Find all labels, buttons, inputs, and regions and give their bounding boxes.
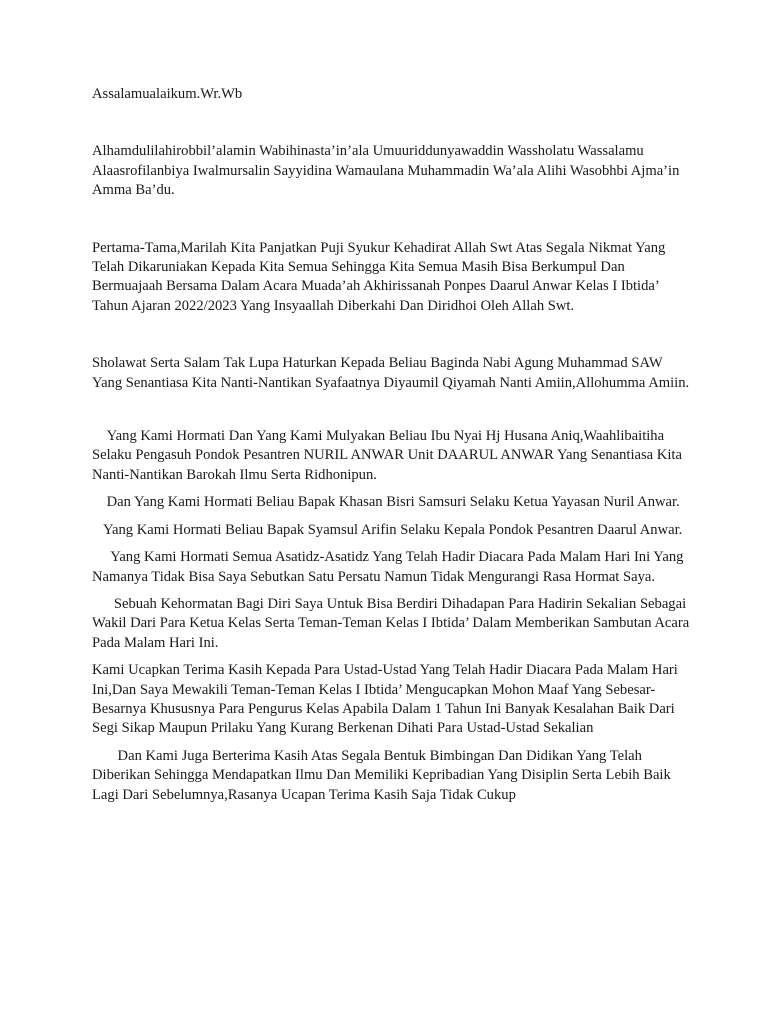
respect-ketua-yayasan-paragraph: Dan Yang Kami Hormati Beliau Bapak Khasan Bisri Samsuri Selaku Ketua Yayasan Nuril Anwar. [92, 494, 680, 511]
sholawat-paragraph: Sholawat Serta Salam Tak Lupa Haturkan Kepada Beliau Baginda Nabi Agung Muhammad SAW Yang Senantiasa Kita Nanti-Nantikan Syafaatnya Diyaumil Qiyamah Nanti Amiin,Allohumma Amiin. [92, 355, 690, 391]
respect-kepala-pondok-paragraph: Yang Kami Hormati Beliau Bapak Syamsul Arifin Selaku Kepala Pondok Pesantren Daarul Anwar. [92, 521, 683, 538]
honor-paragraph: Sebuah Kehormatan Bagi Diri Saya Untuk Bisa Berdiri Dihadapan Para Hadirin Sekalian Sebagai Wakil Dari Para Ketua Kelas Serta Teman-Teman Kelas I Ibtida’ Dalam Memberikan Sambutan Acara Pada Malam Hari Ini. [92, 595, 693, 651]
respect-nyai-paragraph: Yang Kami Hormati Dan Yang Kami Mulyakan Beliau Ibu Nyai Hj Husana Aniq,Waahlibaitiha Selaku Pengasuh Pondok Pesantren NURIL ANWAR Unit DAARUL ANWAR Yang Senantiasa Kita Nanti-Nantikan Barokah Ilmu Serta Ridhonipun. [92, 428, 686, 483]
thanks-guidance-paragraph: Dan Kami Juga Berterima Kasih Atas Segala Bentuk Bimbingan Dan Didikan Yang Telah Diberikan Sehingga Mendapatkan Ilmu Dan Memiliki Kepribadian Yang Disiplin Serta Lebih Baik Lagi Dari Sebelumnya,Rasanya Ucapan Terima Kasih Saja Tidak Cukup [92, 747, 675, 803]
respect-asatidz-paragraph: Yang Kami Hormati Semua Asatidz-Asatidz Yang Telah Hadir Diacara Pada Malam Hari Ini Yang Namanya Tidak Bisa Saya Sebutkan Satu Persatu Namun Tidak Mengurangi Rasa Hormat Saya. [92, 549, 688, 585]
opening-praise-paragraph: Alhamdulilahirobbil’alamin Wabihinasta’in’ala Umuuriddunyawaddin Wassholatu Wassalamu Alaasrofilanbiya Iwalmursalin Sayyidina Wamaulana Muhammadin Wa’ala Alihi Wasobhbi Ajma’in Amma Ba’du. [92, 143, 683, 199]
gratitude-paragraph: Pertama-Tama,Marilah Kita Panjatkan Puji Syukur Kehadirat Allah Swt Atas Segala Nikmat Yang Telah Dikaruniakan Kepada Kita Semua Sehingga Kita Semua Masih Bisa Berkumpul Dan Bermuajaah Bersama Dalam Acara Muada’ah Akhirissanah Ponpes Daarul Anwar Kelas I Ibtida’ Tahun Ajaran 2022/2023 Yang Insyaallah Diberkahi Dan Diridhoi Oleh Allah Swt. [92, 239, 669, 314]
document-body [92, 85, 692, 805]
thanks-apology-paragraph: Kami Ucapkan Terima Kasih Kepada Para Ustad-Ustad Yang Telah Hadir Diacara Pada Malam Hari Ini,Dan Saya Mewakili Teman-Teman Kelas I Ibtida’ Mengucapkan Mohon Maaf Yang Sebesar-Besarnya Khususnya Para Pengurus Kelas Apabila Dalam 1 Tahun Ini Banyak Kesalahan Baik Dari Segi Sikap Maupun Prilaku Yang Kurang Berkenan Dihati Para Ustad-Ustad Sekalian [92, 662, 682, 737]
greeting-paragraph: Assalamualaikum.Wr.Wb [92, 86, 243, 102]
